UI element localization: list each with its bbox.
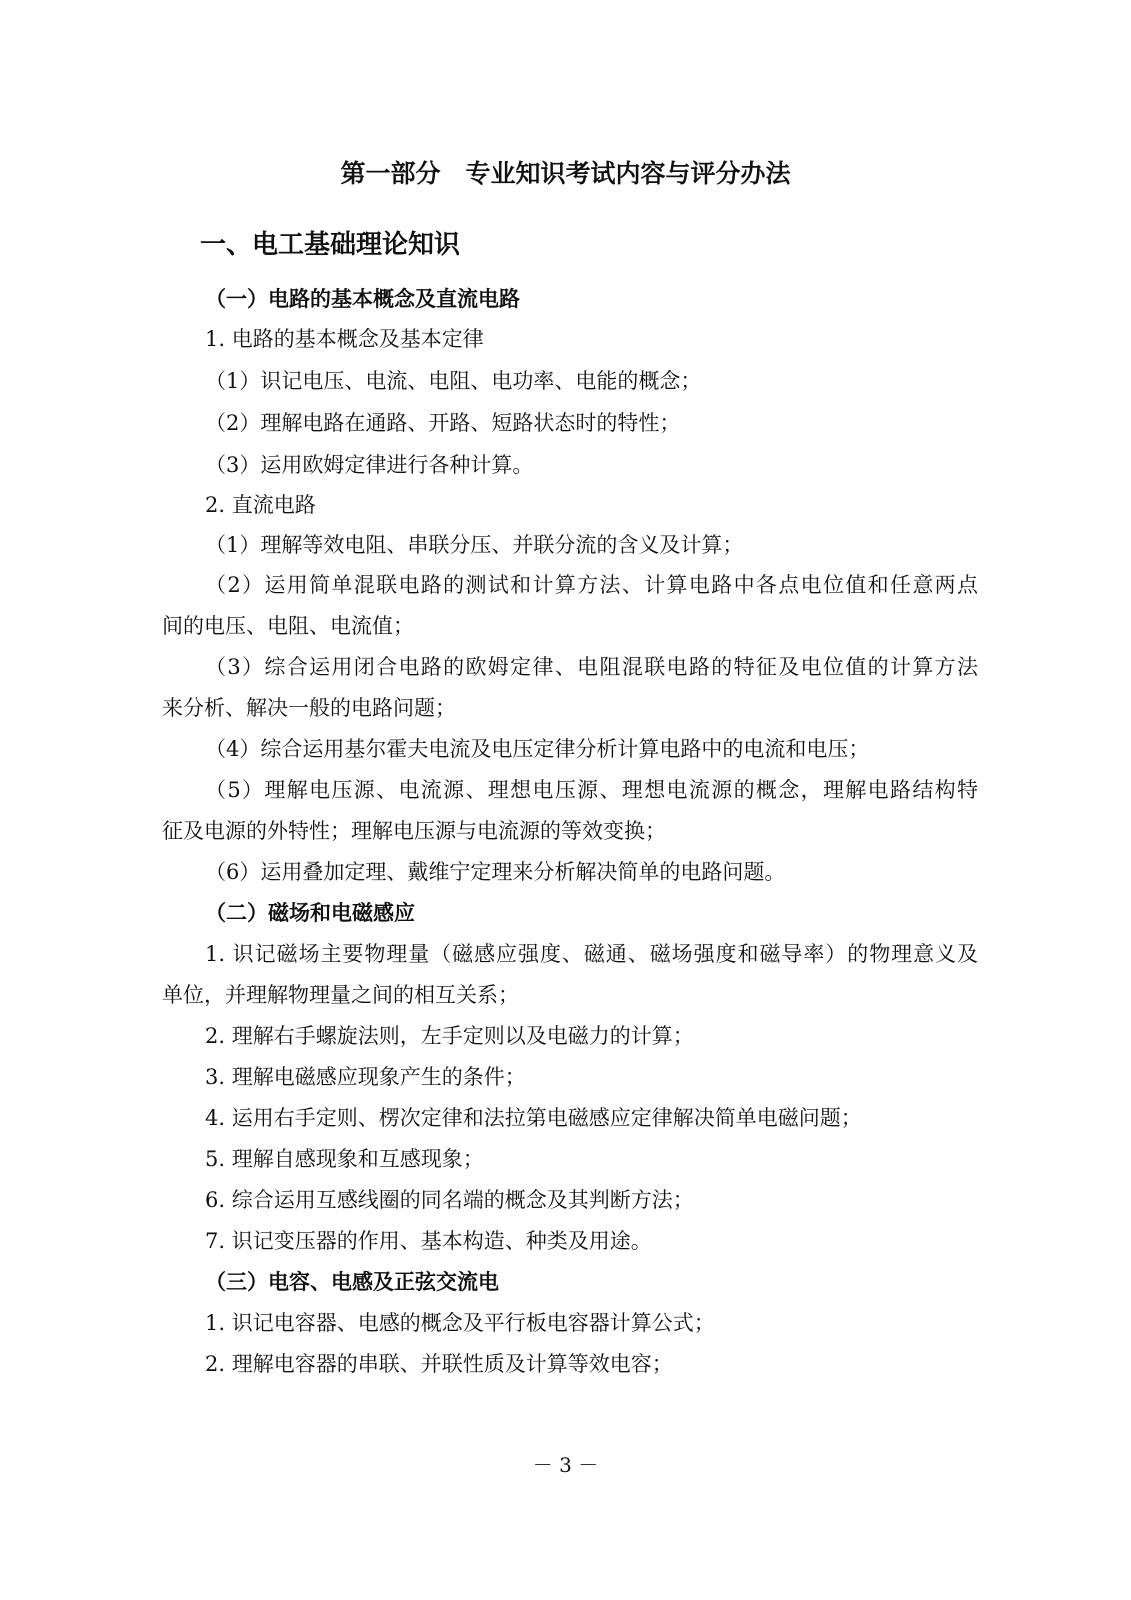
list-item: （1）理解等效电阻、串联分压、并联分流的含义及计算； [205,533,744,557]
subsection-heading: （一）电路的基本概念及直流电路 [205,286,520,311]
list-item: （3）综合运用闭合电路的欧姆定律、电阻混联电路的特征及电位值的计算方法 [205,655,978,679]
list-item: 1. 识记电容器、电感的概念及平行板电容器计算公式； [205,1311,715,1335]
list-item: 2. 直流电路 [205,493,316,517]
list-item: 7. 识记变压器的作用、基本构造、种类及用途。 [205,1229,652,1253]
list-item: 3. 理解电磁感应现象产生的条件； [205,1065,526,1089]
list-item: 6. 综合运用互感线圈的同名端的概念及其判断方法； [205,1188,694,1212]
list-item: 2. 理解电容器的串联、并联性质及计算等效电容； [205,1352,673,1376]
list-item: （1）识记电压、电流、电阻、电功率、电能的概念； [205,369,702,393]
list-item-continuation: 间的电压、电阻、电流值； [162,614,414,638]
list-item: 5. 理解自感现象和互感现象； [205,1147,484,1171]
list-item: （3）运用欧姆定律进行各种计算。 [205,453,534,477]
list-item: （2）运用简单混联电路的测试和计算方法、计算电路中各点电位值和任意两点 [205,573,978,597]
subsection-heading: （二）磁场和电磁感应 [205,900,415,925]
list-item: 4. 运用右手定则、楞次定律和法拉第电磁感应定律解决简单电磁问题； [205,1106,862,1130]
list-item: （4）综合运用基尔霍夫电流及电压定律分析计算电路中的电流和电压； [205,737,870,761]
subsection-heading: （三）电容、电感及正弦交流电 [205,1269,499,1294]
list-item: （6）运用叠加定理、戴维宁定理来分析解决简单的电路问题。 [205,860,786,884]
list-item: 2. 理解右手螺旋法则，左手定则以及电磁力的计算； [205,1024,694,1048]
list-item-continuation: 来分析、解决一般的电路问题； [162,696,456,720]
list-item: （2）理解电路在通路、开路、短路状态时的特性； [205,411,681,435]
section-heading: 一、电工基础理论知识 [200,230,461,260]
list-item-continuation: 单位，并理解物理量之间的相互关系； [162,983,519,1007]
list-item: （5）理解电压源、电流源、理想电压源、理想电流源的概念，理解电路结构特 [205,778,978,802]
list-item: 1. 识记磁场主要物理量（磁感应强度、磁通、磁场强度和磁导率）的物理意义及 [205,942,978,966]
page-title: 第一部分 专业知识考试内容与评分办法 [340,159,791,188]
list-item-continuation: 征及电源的外特性；理解电压源与电流源的等效变换； [162,819,666,843]
list-item: 1. 电路的基本概念及基本定律 [205,327,484,351]
page-number: － 3 － [532,1453,599,1477]
